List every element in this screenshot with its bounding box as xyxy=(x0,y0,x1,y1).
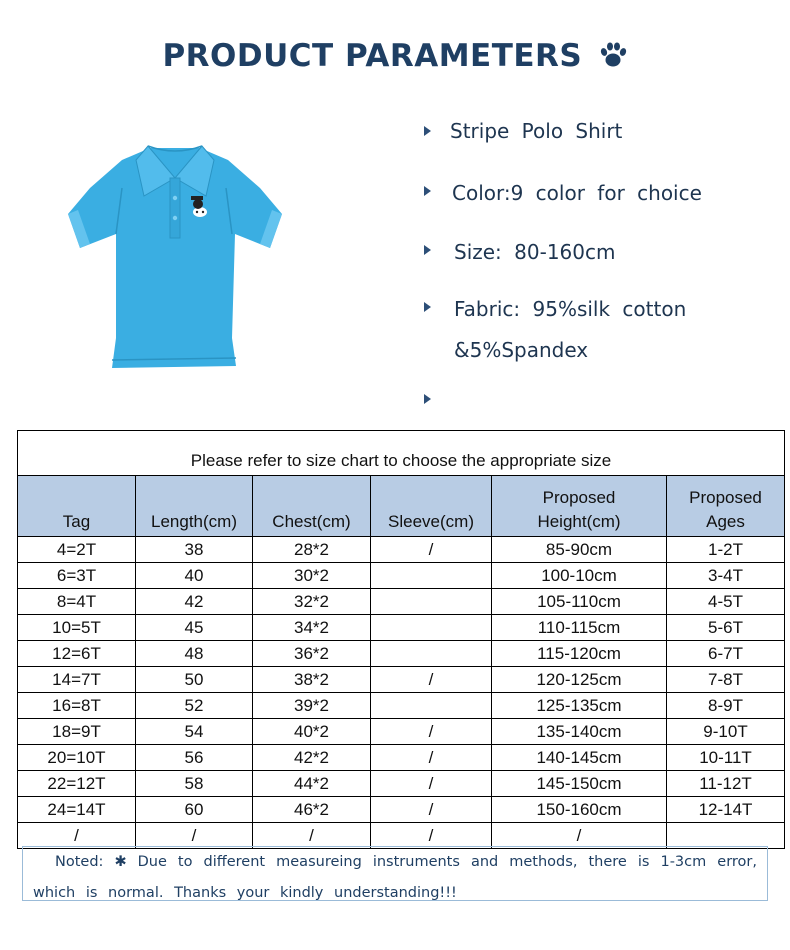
spec-style: Stripe Polo Shirt xyxy=(450,119,623,143)
table-cell: 46*2 xyxy=(253,797,371,823)
table-cell: 4=2T xyxy=(18,537,136,563)
table-header-row xyxy=(18,476,785,537)
table-cell: 11-12T xyxy=(667,771,785,797)
column-header xyxy=(136,476,253,537)
table-cell: 45 xyxy=(136,615,253,641)
column-header-line: Ages xyxy=(706,512,745,531)
table-cell: 58 xyxy=(136,771,253,797)
table-cell: 50 xyxy=(136,667,253,693)
page-title-text: PRODUCT PARAMETERS xyxy=(162,38,583,74)
table-row xyxy=(18,823,785,849)
table-cell: / xyxy=(371,537,492,563)
table-row xyxy=(18,537,785,563)
table-cell: / xyxy=(371,797,492,823)
table-cell: / xyxy=(136,823,253,849)
column-header xyxy=(492,476,667,537)
paw-icon xyxy=(598,40,628,78)
table-row xyxy=(18,667,785,693)
table-cell: 28*2 xyxy=(253,537,371,563)
column-header xyxy=(371,476,492,537)
polo-shirt-image xyxy=(60,138,290,374)
table-cell: 56 xyxy=(136,745,253,771)
table-cell: / xyxy=(253,823,371,849)
table-cell: 135-140cm xyxy=(492,719,667,745)
table-cell: 145-150cm xyxy=(492,771,667,797)
table-cell: 60 xyxy=(136,797,253,823)
table-cell: 42*2 xyxy=(253,745,371,771)
table-cell: / xyxy=(18,823,136,849)
arrow-bullet-icon xyxy=(424,302,431,312)
table-cell xyxy=(371,693,492,719)
arrow-bullet-icon xyxy=(424,394,431,404)
table-cell: 8-9T xyxy=(667,693,785,719)
spec-fabric: Fabric: 95%silk cotton xyxy=(454,297,687,321)
table-cell: 120-125cm xyxy=(492,667,667,693)
column-header-line: Proposed xyxy=(689,488,762,507)
column-header xyxy=(18,476,136,537)
table-caption: Please refer to size chart to choose the appropriate size xyxy=(18,431,785,476)
table-cell: 7-8T xyxy=(667,667,785,693)
column-header-line: Sleeve(cm) xyxy=(388,512,474,531)
table-cell xyxy=(667,823,785,849)
table-row xyxy=(18,563,785,589)
table-cell: 5-6T xyxy=(667,615,785,641)
table-cell: 44*2 xyxy=(253,771,371,797)
table-cell: 40*2 xyxy=(253,719,371,745)
notice-box xyxy=(22,846,768,901)
table-cell: 12=6T xyxy=(18,641,136,667)
table-cell: 8=4T xyxy=(18,589,136,615)
table-cell: 115-120cm xyxy=(492,641,667,667)
table-cell: / xyxy=(371,667,492,693)
table-cell: 6=3T xyxy=(18,563,136,589)
table-cell xyxy=(371,641,492,667)
size-table xyxy=(17,430,785,849)
table-cell: 100-10cm xyxy=(492,563,667,589)
table-cell: 34*2 xyxy=(253,615,371,641)
table-row xyxy=(18,771,785,797)
table-cell: 125-135cm xyxy=(492,693,667,719)
table-row xyxy=(18,745,785,771)
table-cell: 38*2 xyxy=(253,667,371,693)
table-cell: 10-11T xyxy=(667,745,785,771)
table-cell: 85-90cm xyxy=(492,537,667,563)
table-cell: / xyxy=(371,771,492,797)
table-cell: 110-115cm xyxy=(492,615,667,641)
column-header xyxy=(253,476,371,537)
table-cell: 105-110cm xyxy=(492,589,667,615)
arrow-bullet-icon xyxy=(424,245,431,255)
table-cell: 6-7T xyxy=(667,641,785,667)
table-cell: 16=8T xyxy=(18,693,136,719)
table-cell xyxy=(371,615,492,641)
table-cell xyxy=(371,563,492,589)
size-chart xyxy=(17,430,769,849)
spec-size: Size: 80-160cm xyxy=(454,240,616,264)
notice-line-2: which is normal. Thanks your kindly understanding!!! xyxy=(33,885,457,901)
table-cell: 3-4T xyxy=(667,563,785,589)
table-cell: / xyxy=(371,719,492,745)
column-header-line: Height(cm) xyxy=(537,512,621,531)
table-row xyxy=(18,719,785,745)
table-cell: 18=9T xyxy=(18,719,136,745)
table-cell: 22=12T xyxy=(18,771,136,797)
table-cell xyxy=(371,589,492,615)
column-header-line: Tag xyxy=(62,512,91,531)
table-cell: 52 xyxy=(136,693,253,719)
table-cell: 54 xyxy=(136,719,253,745)
table-cell: 30*2 xyxy=(253,563,371,589)
table-cell: 38 xyxy=(136,537,253,563)
table-row xyxy=(18,693,785,719)
table-cell: 32*2 xyxy=(253,589,371,615)
table-cell: 42 xyxy=(136,589,253,615)
table-cell: 40 xyxy=(136,563,253,589)
column-header-line: Chest(cm) xyxy=(272,512,351,531)
table-cell: 14=7T xyxy=(18,667,136,693)
table-cell: / xyxy=(371,823,492,849)
table-cell: 150-160cm xyxy=(492,797,667,823)
arrow-bullet-icon xyxy=(424,126,431,136)
table-cell: / xyxy=(371,745,492,771)
column-header xyxy=(667,476,785,537)
table-row xyxy=(18,615,785,641)
table-cell: 9-10T xyxy=(667,719,785,745)
column-header-line: Proposed xyxy=(542,488,616,507)
table-cell: 12-14T xyxy=(667,797,785,823)
table-cell: 140-145cm xyxy=(492,745,667,771)
table-cell: 24=14T xyxy=(18,797,136,823)
table-cell: 39*2 xyxy=(253,693,371,719)
table-cell: 36*2 xyxy=(253,641,371,667)
spec-color: Color:9 color for choice xyxy=(452,181,702,205)
arrow-bullet-icon xyxy=(424,186,431,196)
table-row xyxy=(18,797,785,823)
table-row xyxy=(18,589,785,615)
table-cell: 48 xyxy=(136,641,253,667)
table-cell: 1-2T xyxy=(667,537,785,563)
spec-fabric-2: &5%Spandex xyxy=(454,338,589,362)
table-row xyxy=(18,641,785,667)
notice-line-1: Noted: ✱ Due to different measureing instruments and methods, there is 1-3cm error, xyxy=(55,854,757,870)
table-cell: 4-5T xyxy=(667,589,785,615)
page-title xyxy=(0,38,790,78)
table-cell: 20=10T xyxy=(18,745,136,771)
table-cell: / xyxy=(492,823,667,849)
column-header-line: Length(cm) xyxy=(151,512,237,531)
table-cell: 10=5T xyxy=(18,615,136,641)
